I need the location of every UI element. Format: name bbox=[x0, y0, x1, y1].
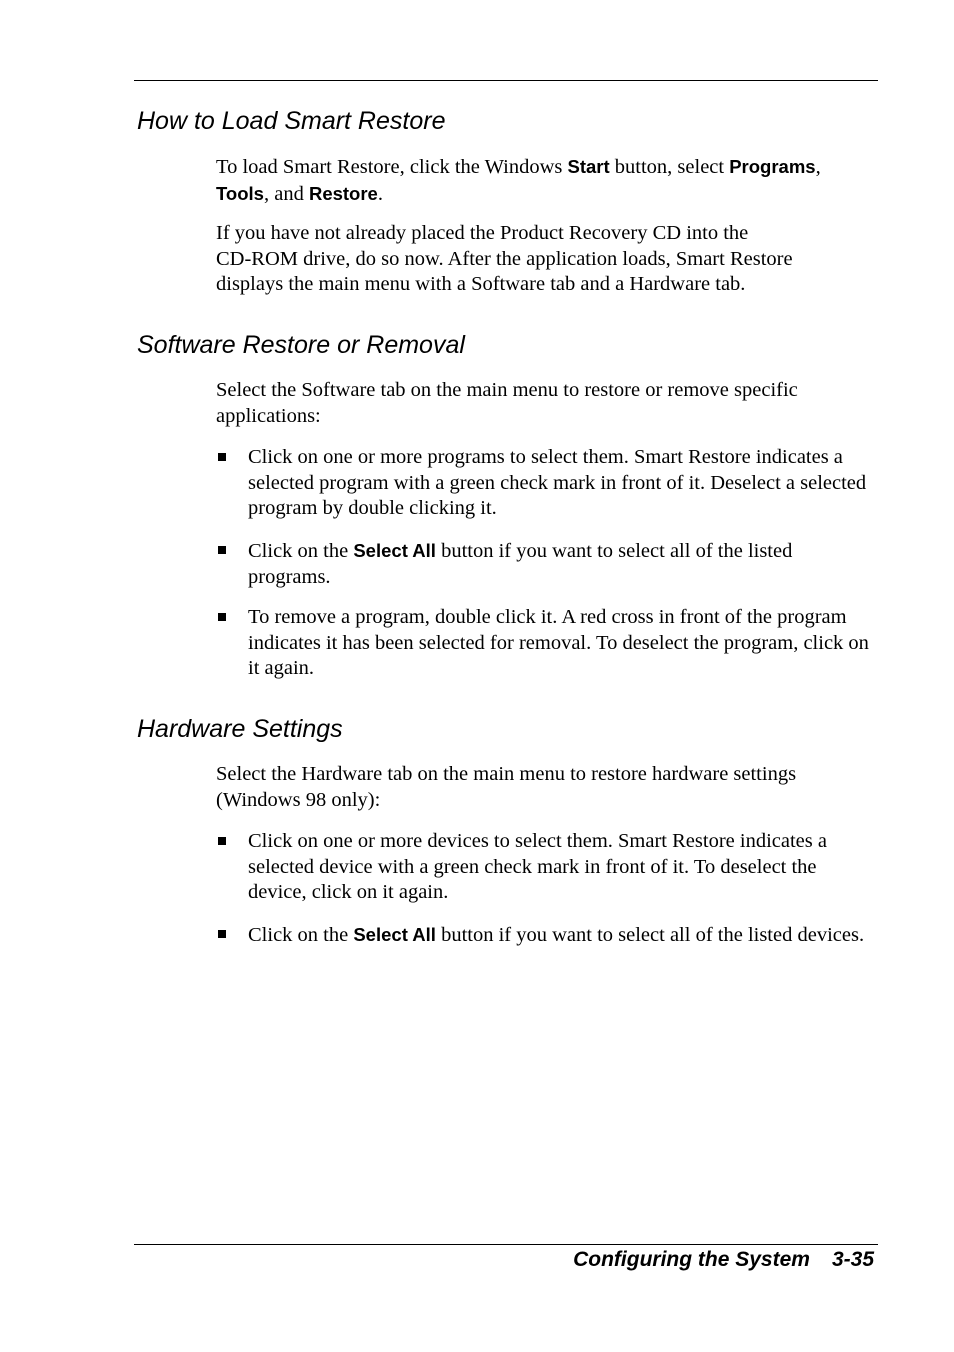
list-item: Click on one or more devices to select them. Smart Restore indicates a selected device with a green check mark in front of it. To deselect the device, click on it again. bbox=[216, 829, 878, 906]
select-all-term: Select All bbox=[353, 540, 436, 561]
recovery-cd-paragraph: If you have not already placed the Product Recovery CD into the CD-ROM drive, do so now. After the application loads, Smart Restore displays the main menu with a Software tab and a Hardware tab. bbox=[216, 222, 793, 295]
bullet-square-icon bbox=[218, 613, 226, 621]
start-term: Start bbox=[567, 156, 610, 177]
tools-term: Tools bbox=[216, 182, 264, 204]
select-all-term: Select All bbox=[353, 924, 436, 945]
programs-term: Programs bbox=[729, 156, 816, 177]
top-rule bbox=[134, 80, 878, 81]
load-instructions-paragraph: To load Smart Restore, click the Windows Start button, select Programs, Tools, and Restore. bbox=[216, 156, 821, 205]
page-footer bbox=[573, 1246, 874, 1274]
list-item: To remove a program, double click it. A red cross in front of the program indicates it has been selected for removal. To deselect the program, click on it again. bbox=[216, 605, 878, 682]
footer-chapter-title: Configuring the System bbox=[573, 1248, 810, 1271]
list-item: Click on the Select All button if you want to select all of the listed programs. bbox=[216, 538, 878, 590]
hardware-intro-paragraph: Select the Hardware tab on the main menu to restore hardware settings (Windows 98 only): bbox=[216, 763, 797, 811]
bullet-square-icon bbox=[218, 453, 226, 461]
list-item: Click on one or more programs to select them. Smart Restore indicates a selected program with a green check mark in front of it. Deselect a selected program by double clicking it. bbox=[216, 445, 878, 522]
footer-rule bbox=[134, 1244, 878, 1245]
bullet-square-icon bbox=[218, 837, 226, 845]
list-item: Click on the Select All button if you want to select all of the listed devices. bbox=[216, 922, 878, 949]
section-heading-load: How to Load Smart Restore bbox=[137, 107, 446, 135]
section-heading-hardware: Hardware Settings bbox=[137, 715, 343, 743]
section-heading-software: Software Restore or Removal bbox=[137, 331, 465, 359]
bullet-square-icon bbox=[218, 930, 226, 938]
software-intro-paragraph: Select the Software tab on the main menu to restore or remove specific applications: bbox=[216, 379, 798, 427]
bullet-square-icon bbox=[218, 546, 226, 554]
restore-term: Restore bbox=[308, 182, 378, 204]
page-number: 3-35 bbox=[831, 1248, 874, 1271]
